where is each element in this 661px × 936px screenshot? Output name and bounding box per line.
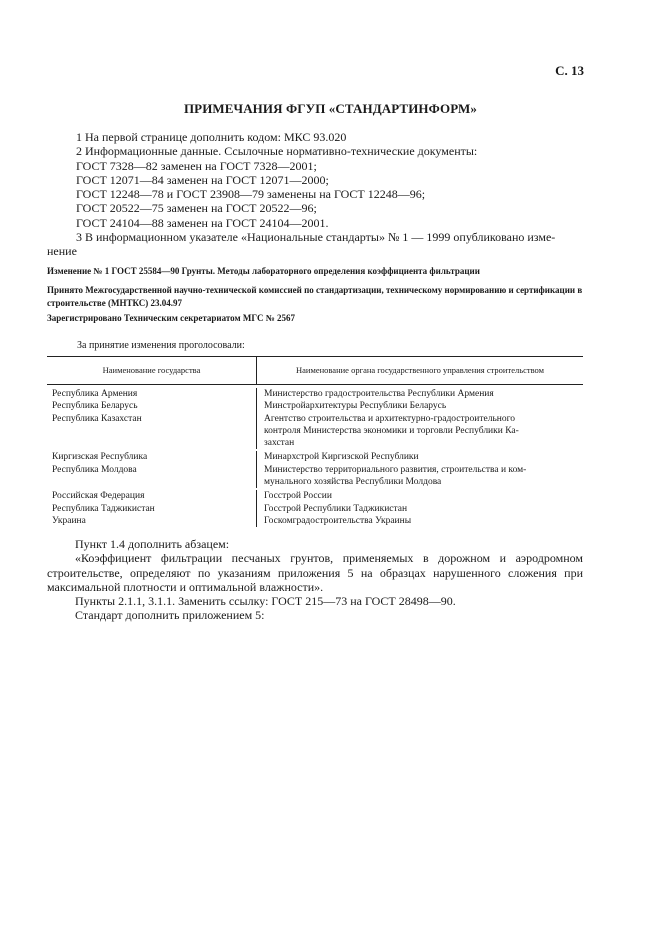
org-line: Госстрой Республики Таджикистан bbox=[264, 503, 408, 514]
org-cell bbox=[256, 503, 583, 515]
state-cell: Республика Таджикистан bbox=[52, 503, 155, 514]
state-cell: Республика Беларусь bbox=[52, 401, 138, 412]
table-row bbox=[47, 490, 583, 502]
table-body bbox=[47, 385, 583, 527]
org-cell bbox=[256, 400, 583, 412]
org-line: мунального хозяйства Республики Молдова bbox=[264, 477, 442, 488]
vote-table bbox=[47, 356, 583, 527]
table-row bbox=[47, 464, 583, 489]
note-line: нение bbox=[47, 244, 77, 259]
org-line: Агентство строительства и архитектурно-градостроительного bbox=[264, 413, 516, 424]
amend-paragraph: «Коэффициент фильтрации песчаных грунтов, применяемых в дорожном и аэродромном строительстве, определяют по указаниям приложения 5 на образцах нарушенного сложения при максимальной плотности и оптимальной влажности». bbox=[47, 551, 583, 594]
accepted-text: Принято Межгосударственной научно-технической комиссией по стандартизации, техническому нормированию и сертификации в строительстве (МНТКС) 23.04.97 bbox=[47, 285, 583, 308]
header-state: Наименование государства bbox=[47, 357, 257, 384]
amend-paragraph: Пункты 2.1.1, 3.1.1. Заменить ссылку: ГОСТ 215—73 на ГОСТ 28498—90. bbox=[75, 594, 456, 609]
header-org: Наименование органа государственного управления строительством bbox=[296, 365, 544, 375]
state-cell: Республика Казахстан bbox=[52, 413, 142, 424]
org-cell bbox=[256, 490, 583, 502]
amend-paragraph: Стандарт дополнить приложением 5: bbox=[75, 608, 265, 623]
table-row bbox=[47, 515, 583, 527]
note-line: ГОСТ 7328—82 заменен на ГОСТ 7328—2001; bbox=[76, 158, 317, 173]
state-cell: Российская Федерация bbox=[52, 491, 145, 502]
org-line: Министерство территориального развития, строительства и ком- bbox=[264, 464, 527, 475]
org-line: Минархстрой Киргизской Республики bbox=[264, 452, 419, 463]
table-row bbox=[47, 451, 583, 463]
state-cell: Киргизская Республика bbox=[52, 452, 148, 463]
state-cell: Республика Армения bbox=[52, 389, 138, 399]
org-line: Госстрой России bbox=[264, 491, 332, 502]
note-line: 1 На первой странице дополнить кодом: МКС 93.020 bbox=[76, 130, 347, 144]
note-line: 3 В информационном указателе «Национальные стандарты» № 1 — 1999 опубликовано изме- bbox=[76, 230, 556, 245]
org-cell bbox=[256, 413, 583, 450]
table-row bbox=[47, 503, 583, 515]
notes-title: ПРИМЕЧАНИЯ ФГУП «СТАНДАРТИНФОРМ» bbox=[183, 101, 478, 116]
state-cell: Украина bbox=[52, 515, 86, 526]
org-line: Министерство градостроительства Республики Армения bbox=[264, 389, 494, 399]
note-line: ГОСТ 12071—84 заменен на ГОСТ 12071—2000; bbox=[76, 172, 329, 187]
org-line: Минстройархитектуры Республики Беларусь bbox=[264, 401, 447, 412]
org-line: Госкомградостроительства Украины bbox=[264, 515, 412, 526]
page-number: С. 13 bbox=[555, 63, 584, 78]
org-cell bbox=[256, 515, 583, 527]
amendment-text bbox=[47, 537, 583, 623]
note-line: ГОСТ 20522—75 заменен на ГОСТ 20522—96; bbox=[76, 201, 317, 216]
note-line: ГОСТ 12248—78 и ГОСТ 23908—79 заменены на ГОСТ 12248—96; bbox=[76, 187, 426, 202]
table-row bbox=[47, 413, 583, 450]
vote-intro: За принятие изменения проголосовали: bbox=[77, 340, 245, 351]
change-title: Изменение № 1 ГОСТ 25584—90 Грунты. Методы лабораторного определения коэффициента фильтрации bbox=[47, 266, 480, 276]
registered-text: Зарегистрировано Техническим секретариатом МГС № 2567 bbox=[47, 313, 296, 323]
org-cell bbox=[256, 451, 583, 463]
org-line: захстан bbox=[264, 438, 295, 449]
note-line: 2 Информационные данные. Ссылочные нормативно-технические документы: bbox=[76, 144, 478, 159]
notes-block bbox=[47, 130, 586, 259]
table-row bbox=[47, 400, 583, 412]
org-line: контроля Министерства экономики и торговли Республики Ка- bbox=[264, 425, 519, 436]
table-row bbox=[47, 388, 583, 400]
table-header bbox=[47, 357, 583, 385]
state-cell: Республика Молдова bbox=[52, 464, 137, 475]
amend-paragraph: Пункт 1.4 дополнить абзацем: bbox=[75, 537, 230, 551]
org-cell bbox=[256, 388, 583, 400]
org-cell bbox=[256, 464, 583, 489]
note-line: ГОСТ 24104—88 заменен на ГОСТ 24104—2001. bbox=[76, 215, 329, 230]
